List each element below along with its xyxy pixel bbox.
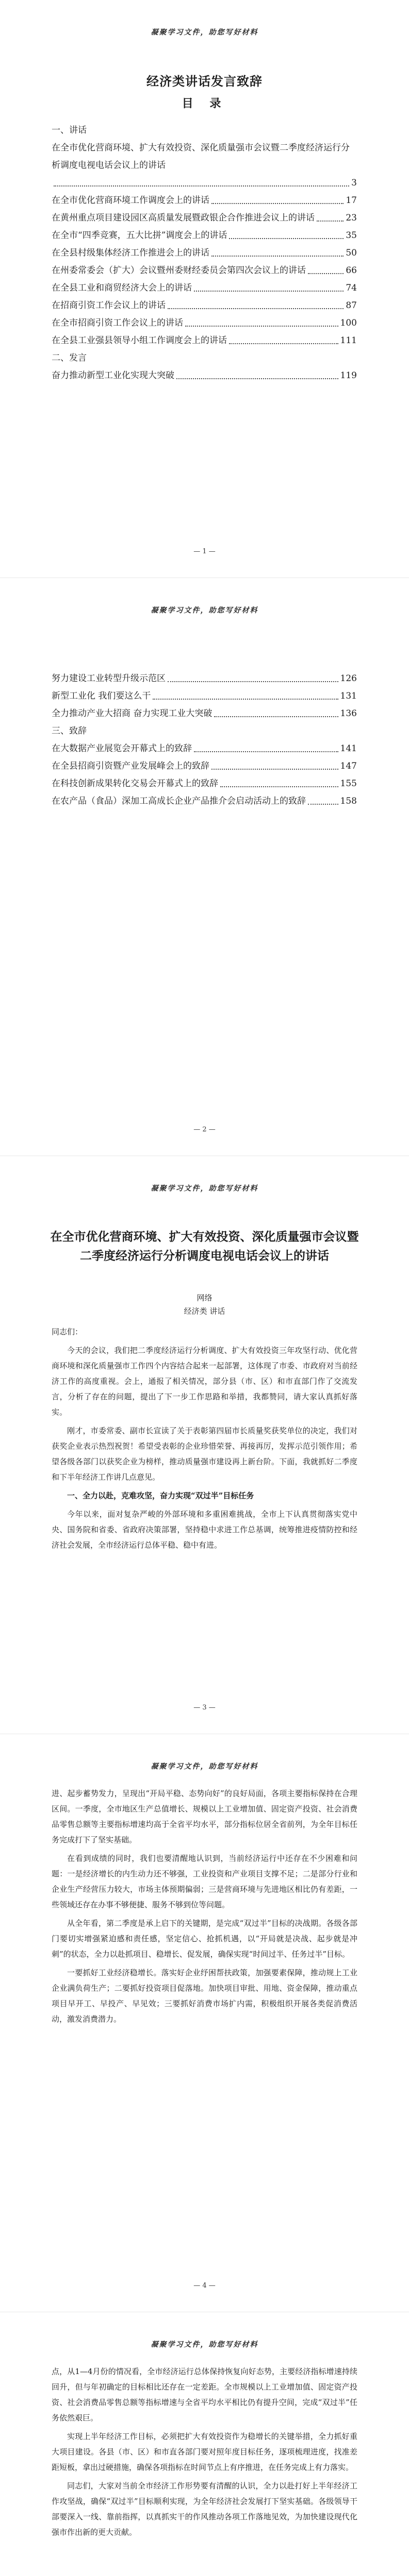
toc-entry[interactable] <box>52 705 357 722</box>
toc-entry-title: 在农产品（食品）深加工高成长企业产品推介会启动活动上的致辞 <box>52 796 306 806</box>
toc-leader-dots <box>214 716 338 717</box>
paragraph: 点，从1—4月份的情况看，全市经济运行总体保持恢复向好态势，主要经济指标增速持续回升，但与年初确定的目标相比还存在一定差距。全市规模以上工业增加值、固定资产投资、社会消费品零售总额等指标增速与全省平均水平相比仍有提升空间，完成“双过半”任务依然艰巨。 <box>52 2367 357 2422</box>
article-author: 网络 <box>197 1293 212 1302</box>
toc-page-number: 50 <box>346 248 357 258</box>
toc-entry-title: 奋力推动新型工业化实现大突破 <box>52 370 174 381</box>
toc-leader-dots <box>194 751 338 752</box>
paragraph: 从全年看，第二季度是承上启下的关键期，是完成“双过半”目标的决战期。各级各部门要切实增强紧迫感和责任感，坚定信心、抢抓机遇，以“开局就是决战、起步就是冲刺”的状态，全力以赴抓项目、稳增长、促发展，确保实现“时间过半、任务过半”目标。 <box>52 1919 357 1959</box>
paragraph: 实现上半年经济工作目标，必须把扩大有效投资作为稳增长的关键举措，全力抓好重大项目建设。各县（市、区）和市直各部门要对照年度目标任务，逐项梳理进度，找准差距短板，拿出过硬措施，确保各项指标在时间节点上有序推进，在任务完成上有力落实。 <box>52 2432 357 2472</box>
page-5 <box>0 2312 409 2576</box>
toc-page-number: 35 <box>346 230 357 241</box>
toc-leader-dots <box>317 221 343 222</box>
toc-leader-dots <box>185 326 338 327</box>
toc-page-number: 74 <box>346 283 357 293</box>
article-body <box>52 2364 357 2543</box>
paragraph: 今天的会议，我们把二季度经济运行分析调度、扩大有效投资三年攻坚行动、优化营商环境和深化质量强市工作四个内容结合起来一起部署，这体现了市委、市政府对当前经济工作的高度重视。会上，通报了相关情况，部分县（市、区）和市直部门作了交流发言，分析了存在的问题，提出了下一步工作思路和举措，我都赞同，请大家认真抓好落实。 <box>52 1346 357 1417</box>
page-number: — 1 — <box>193 548 216 555</box>
toc-leader-dots <box>308 273 343 274</box>
header-slogan: 凝聚学习文件，助您写好材料 <box>151 2341 258 2349</box>
toc-entry[interactable] <box>52 367 357 384</box>
article-category: 经济类 讲话 <box>184 1307 225 1316</box>
toc-entry[interactable] <box>52 332 357 349</box>
toc-entry-title: 在全市优化营商环境、扩大有效投资、深化质量强市会议暨二季度经济运行分析调度电视电话会议上的讲话 <box>52 143 350 171</box>
toc-entry[interactable] <box>52 227 357 244</box>
salutation: 同志们： <box>52 1327 83 1336</box>
toc-entry-title: 在全市“四季竞赛，五大比拼”调度会上的讲话 <box>52 230 227 241</box>
toc-entry-title: 在全县村级集体经济工作推进会上的讲话 <box>52 248 209 258</box>
toc-page-number: 147 <box>340 761 357 771</box>
article-body <box>52 1786 357 2030</box>
page-number: — 2 — <box>193 1126 216 1133</box>
toc-entry-title: 在招商引资工作会议上的讲话 <box>52 300 166 311</box>
toc-leader-dots <box>229 238 343 239</box>
toc-leader-dots <box>54 185 349 187</box>
toc-entry[interactable] <box>52 314 357 332</box>
paragraph: 进、起步蓄势发力，呈现出“开局平稳、态势向好”的良好局面，各项主要指标保持在合理区间。一季度，全市地区生产总值增长、规模以上工业增加值、固定资产投资、社会消费品零售总额等主要指标增速均高于全省平均水平，部分指标位居全省前列，为全年目标任务完成打下了坚实基础。 <box>52 1789 357 1844</box>
paragraph: 一要抓好工业经济稳增长。落实好企业纾困帮扶政策，加强要素保障，推动规上工业企业满负荷生产；二要抓好投资项目促落地。加快项目审批、用地、资金保障，推动重点项目早开工、早投产、早见效；三要抓好消费市场扩内需，积极组织开展各类促消费活动，激发消费潜力。 <box>52 1968 357 2024</box>
page-1 <box>0 0 409 578</box>
toc-leader-dots <box>308 804 338 805</box>
toc-section-label: 三、致辞 <box>52 726 87 736</box>
paragraph: 刚才，市委常委、副市长宣读了关于表彰第四届市长质量奖获奖单位的决定，我们对获奖企业表示热烈祝贺！希望受表彰的企业珍惜荣誉、再接再厉，发挥示范引领作用；希望各级各部门以获奖企业为榜样，推动质量强市建设再上新台阶。下面，我就抓好二季度和下半年经济工作讲几点意见。 <box>52 1426 357 1482</box>
toc-page-number: 126 <box>340 673 357 684</box>
paragraph: 今年以来，面对复杂严峻的外部环境和多重困难挑战，全市上下认真贯彻落实党中央、国务院和省委、省政府决策部署，坚持稳中求进工作总基调，统筹推进疫情防控和经济社会发展，全市经济运行总体平稳、稳中有进。 <box>52 1510 357 1550</box>
header-slogan: 凝聚学习文件，助您写好材料 <box>151 28 258 37</box>
toc-page-number: 66 <box>346 265 357 276</box>
toc-entry-title: 新型工业化 我们要这么干 <box>52 691 151 701</box>
article-title: 在全市优化营商环境、扩大有效投资、深化质量强市会议暨二季度经济运行分析调度电视电话会议上的讲话 <box>50 1230 359 1263</box>
toc-leader-dots <box>211 203 343 204</box>
toc-entry[interactable] <box>52 297 357 314</box>
toc-section-heading[interactable] <box>52 122 357 139</box>
toc-page-number: 87 <box>346 300 357 311</box>
toc-section-label: 二、发言 <box>52 353 87 363</box>
toc-leader-dots <box>168 308 343 309</box>
page-4 <box>0 1734 409 2312</box>
toc-section-label: 一、讲话 <box>52 125 87 135</box>
toc-entry[interactable] <box>52 209 357 227</box>
toc-entry-title: 在全市招商引资工作会议上的讲话 <box>52 318 183 328</box>
toc-page-number: 131 <box>340 691 357 701</box>
header-slogan: 凝聚学习文件，助您写好材料 <box>151 1184 258 1193</box>
toc-section-heading[interactable] <box>52 722 357 740</box>
table-of-contents <box>52 122 357 384</box>
toc-entry[interactable] <box>52 757 357 775</box>
toc-entry-title: 在全县工业强县领导小组工作调度会上的讲话 <box>52 335 227 346</box>
toc-heading: 目 录 <box>182 97 227 110</box>
toc-entry[interactable] <box>52 262 357 279</box>
toc-entry-title: 在科技创新成果转化交易会开幕式上的致辞 <box>52 778 218 789</box>
toc-entry[interactable] <box>52 244 357 262</box>
toc-entry[interactable] <box>52 775 357 792</box>
toc-entry-title: 在全县工业和商贸经济大会上的讲话 <box>52 283 192 293</box>
page-number: — 4 — <box>193 2282 216 2290</box>
toc-leader-dots <box>220 786 338 787</box>
page-number: — 3 — <box>193 1704 216 1711</box>
toc-entry[interactable] <box>52 670 357 687</box>
page-3 <box>0 1156 409 1734</box>
toc-leader-dots <box>229 343 338 344</box>
toc-page-number: 3 <box>351 178 357 188</box>
toc-entry-title: 在全县招商引资暨产业发展峰会上的致辞 <box>52 761 209 771</box>
toc-entry-title: 在大数据产业展览会开幕式上的致辞 <box>52 743 192 754</box>
toc-page-number: 17 <box>346 195 357 206</box>
article-body <box>52 1324 357 1556</box>
toc-entry-title: 在州委常委会（扩大）会议暨州委财经委员会第四次会议上的讲话 <box>52 265 306 276</box>
toc-page-number: 141 <box>340 743 357 754</box>
toc-page-number: 111 <box>340 335 357 346</box>
toc-leader-dots <box>211 256 343 257</box>
toc-leader-dots <box>153 699 338 700</box>
page-2 <box>0 578 409 1156</box>
toc-entry-title: 全力推动产业大招商 奋力实现工业大突破 <box>52 708 212 719</box>
toc-entry-title: 在全市优化营商环境工作调度会上的讲话 <box>52 195 209 206</box>
toc-leader-dots <box>176 378 338 379</box>
toc-section-heading[interactable] <box>52 349 357 367</box>
toc-leader-dots <box>168 681 338 682</box>
toc-page-number: 23 <box>346 213 357 223</box>
toc-page-number: 158 <box>340 796 357 806</box>
section-heading: 一、全力以赴，克难攻坚，奋力实现“双过半”目标任务 <box>67 1491 254 1500</box>
toc-entry[interactable] <box>52 740 357 757</box>
toc-leader-dots <box>211 769 338 770</box>
toc-entry[interactable] <box>52 792 357 810</box>
document-title: 经济类讲话发言致辞 <box>146 74 263 89</box>
toc-entry[interactable] <box>52 139 357 192</box>
paragraph: 在看到成绩的同时，我们也要清醒地认识到，当前经济运行中还存在不少困难和问题：一是经济增长的内生动力还不够强，工业投资和产业项目支撑不足；二是部分行业和企业生产经营压力较大，市场主体预期偏弱；三是营商环境与先进地区相比仍有差距，一些领域还存在办事不够便捷、服务不够到位等问题。 <box>52 1854 357 1909</box>
table-of-contents-continued <box>52 670 357 810</box>
paragraph: 同志们，大家对当前全市经济工作形势要有清醒的认识，全力以赴打好上半年经济工作攻坚战，确保“双过半”目标顺利实现，为全年经济社会发展打下坚实基础。各级领导干部要深入一线、靠前指挥，以真抓实干的作风推动各项工作落地见效，为加快建设现代化强市作出新的更大贡献。 <box>52 2481 357 2537</box>
toc-entry[interactable] <box>52 192 357 209</box>
toc-page-number: 100 <box>340 318 357 328</box>
header-slogan: 凝聚学习文件，助您写好材料 <box>151 606 258 615</box>
toc-page-number: 136 <box>340 708 357 719</box>
toc-leader-dots <box>194 291 343 292</box>
toc-entry[interactable] <box>52 687 357 705</box>
header-slogan: 凝聚学习文件，助您写好材料 <box>151 1762 258 1771</box>
toc-entry[interactable] <box>52 279 357 297</box>
toc-entry-title: 努力建设工业转型升级示范区 <box>52 673 166 684</box>
toc-entry-title: 在黄州重点项目建设园区高质量发展暨政银企合作推进会议上的讲话 <box>52 213 315 223</box>
toc-page-number: 119 <box>340 370 357 381</box>
toc-page-number: 155 <box>340 778 357 789</box>
